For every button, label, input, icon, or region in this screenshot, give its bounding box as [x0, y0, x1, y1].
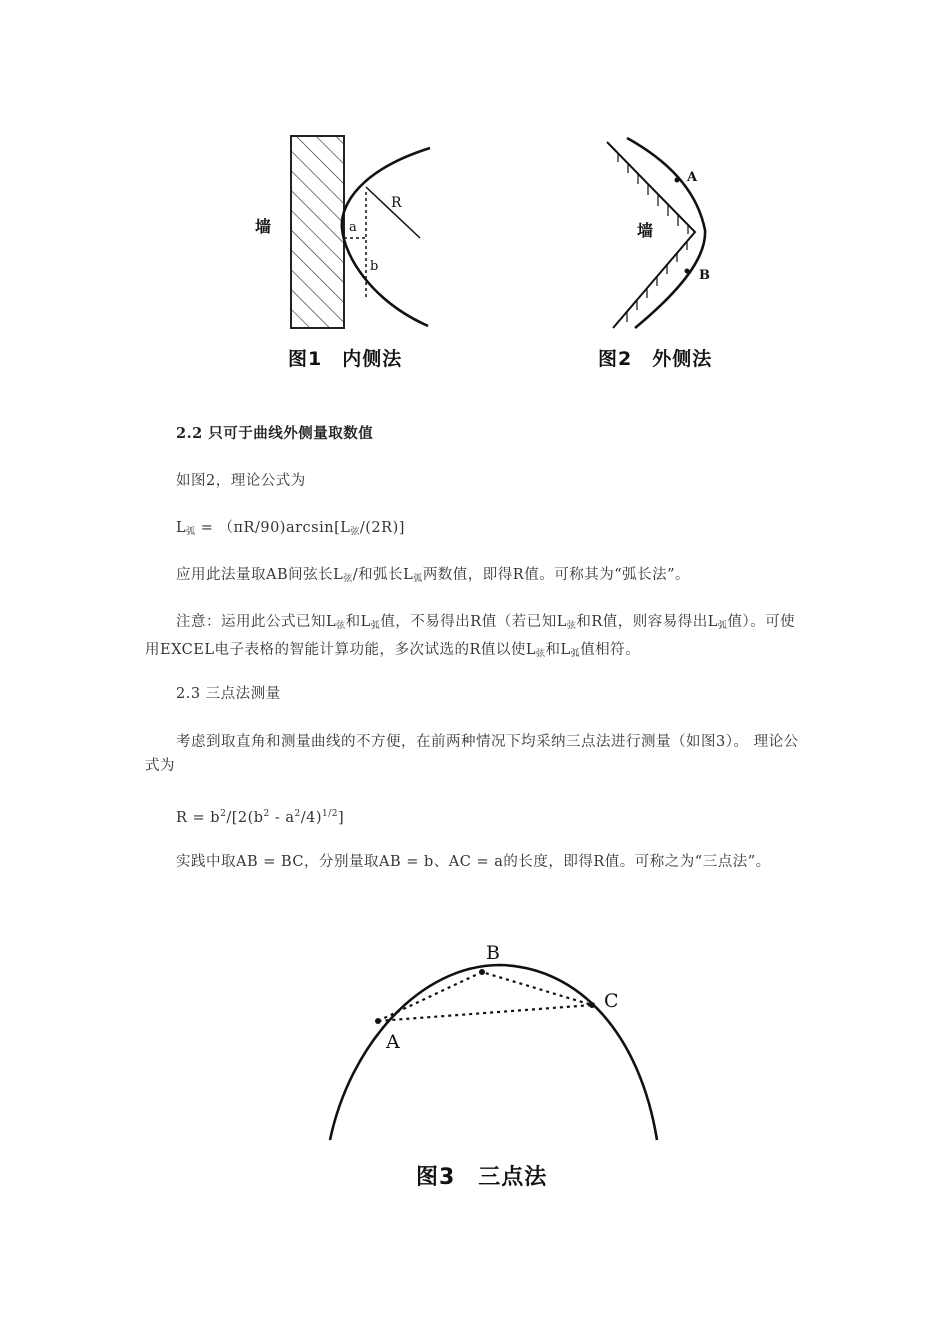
paragraph-three-point-practice: 实践中取AB = BC，分别量取AB = b、AC = a的长度，即得R值。可称之为“三点法”。: [176, 854, 771, 870]
paragraph-note: 注意：运用此公式已知$L_弦$和$L_弧$值，不易得出R值（若已知$L_弦$和R值，则容易得出$L_弧$值）。可使用EXCEL电子表格的智能计算功能，多次试选的R值以使$L_弦$和$L_弧$值相符。: [145, 614, 796, 659]
label-B: B: [486, 942, 500, 964]
section-2-3-title: 2.3 三点法测量: [176, 686, 281, 702]
paragraph-fig2-intro: 如图2，理论公式为: [176, 473, 306, 489]
label-b: b: [370, 259, 379, 274]
label-B: B: [699, 268, 710, 283]
point-B: [685, 269, 690, 274]
point-B: [479, 969, 485, 975]
point-C: [589, 1002, 595, 1008]
figure-3-caption: 图3 三点法: [416, 1165, 548, 1190]
figure-1-inner-method: [250, 130, 450, 340]
point-A: [375, 1018, 381, 1024]
label-A: A: [386, 1031, 400, 1053]
point-A: [675, 178, 680, 183]
wall-label: 墙: [637, 221, 654, 240]
wall-hatched-block: [291, 136, 344, 328]
paragraph-three-point-intro: 考虑到取直角和测量曲线的不方便，在前两种情况下均采纳三点法进行测量（如图3）。 理论公式为: [145, 734, 799, 774]
wall-label: 墙: [255, 217, 272, 236]
label-R: R: [391, 195, 402, 211]
label-a: a: [349, 220, 357, 235]
curve-arc: [342, 148, 430, 326]
label-C: C: [604, 990, 619, 1012]
figure-2-caption: 图2 外侧法: [598, 348, 713, 370]
figure-2-outer-method: [595, 130, 725, 340]
formula-three-point: $R = b^2/[2(b^2 - a^2/4)^{1/2}]$: [176, 809, 345, 826]
formula-arc-length: $L_弧 = (\pi R/90)\arcsin[L_弦/(2R)]$: [176, 520, 405, 537]
label-A: A: [687, 170, 698, 185]
paragraph-arc-method: 应用此法量取AB间弦长$L_弦/$和弧长$L_弧$两数值，即得R值。可称其为“弧长法”。: [176, 567, 691, 584]
figure-3-three-point-method: [320, 935, 670, 1145]
figure-1-caption: 图1 内侧法: [288, 348, 403, 370]
section-2-2-title: 2.2 只可于曲线外侧量取数值: [176, 425, 374, 442]
